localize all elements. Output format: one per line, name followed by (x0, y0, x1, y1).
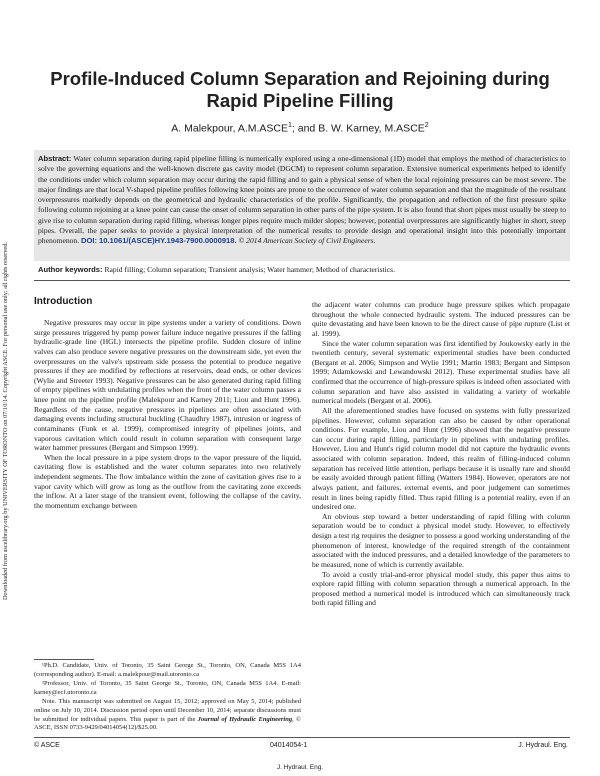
abstract (38, 154, 566, 247)
author-2: ; and B. W. Karney, M.ASCE (291, 122, 425, 135)
intro-paragraph-2: When the local pressure in a pipe system drops to the vapor pressure of the liquid, cavitating flow is established and the water column separates into two relatively independent segments. The flow imbalance within the zone of cavitation gives rise to a vapor cavity which will grow as long as the outflow from the cavitating zone exceeds the inflow. At a later stage of the transient event, following the collapse of the cavity, the momentum exchange between (34, 452, 301, 510)
footer-article-number: 04014054-1 (270, 742, 308, 749)
download-sidebar (2, 130, 12, 600)
footnotes (34, 662, 301, 734)
footer-divider (34, 737, 570, 738)
journal-name: Journal of Hydraulic Engineering (197, 715, 293, 723)
introduction-heading: Introduction (34, 296, 93, 307)
intro-paragraph-4: Since the water column separation was first identified by Joukowsky early in the twentieth century, several systematic experimental studies have been conducted (Bergant et al. 2006; Simpson and Wylie 1991; Martin 1983; Bergant and Simpson 1999; Adamkowski and Lewandowski 2012). These experimental studies have all confirmed that the occurrence of high-pressure spikes is indeed often associated with column separation and have also assisted in validating a variety of workable numerical models (Bergant et al. 2006). (312, 338, 570, 406)
bottom-journal-label: J. Hydraul. Eng. (276, 764, 324, 771)
author-1: A. Malekpour, A.M.ASCE (171, 122, 289, 135)
note-text-a: Note. This manuscript was submitted on August 15, 2012; approved on May 5, 2014; published online on July 10, 2014. Discussion period open until December 10, 2014; separate discussions must be submitted for individual papers. This paper is part of the (34, 698, 301, 723)
intro-paragraph-7: To avoid a costly trial-and-error physical model study, this paper thus aims to explore rapid filling with column separation through a numerical approach. In the proposed method a numerical model is introduced which can simultaneously track both rapid filling and (312, 569, 570, 608)
manuscript-note (34, 698, 301, 732)
intro-paragraph-5: All the aforementioned studies have focused on systems with fully pressurized pipelines. However, column separation can also be caused by other operational conditions. For example, Liou and Hunt (1996) showed that the negative pressure can occur during rapid filling, particularly in pipelines with undulating profiles. However, Liou and Hunt's rigid column model did not capture the hydraulic events associated with column separation. Indeed, this realm of filling-induced column separation has received little attention, perhaps because it is usually rare and should be easily avoided through patient filling (Watters 1984). However, operators are not always patient, and failures, external events, and poor judgement can sometimes result in lines being rapidly filled. Thus rapid filling is a potential reality, even if an undesired one. (312, 405, 570, 512)
author-1-affil: 1 (288, 122, 292, 129)
footnote-1: ¹Ph.D. Candidate, Univ. of Toronto, 35 Saint George St., Toronto, ON, Canada M5S 1A4 (corresponding author). E-mail: a.malekpour@mail.utoronto.ca (34, 662, 301, 678)
download-notice: Downloaded from ascelibrary.org by UNIVERSITY OF TORONTO on 07/10/14. Copyright ASCE. For personal use only; all rights reserved. (2, 242, 9, 600)
doi-link[interactable]: 10.1061/(ASCE)HY.1943-7900.0000918. (98, 236, 237, 246)
note-text-b: , © ASCE, ISSN 0733-9429/04014054(12)/$25.00. (34, 715, 301, 732)
footer-journal: J. Hydraul. Eng. (518, 742, 568, 749)
author-line (40, 122, 560, 135)
keywords (38, 265, 566, 274)
doi-label: DOI: (81, 236, 98, 246)
intro-paragraph-6: An obvious step toward a better understanding of rapid filling with column separation would be to conduct a physical model study. However, to effectively design a test rig requires the designer to possess a good working understanding of the phenomenon of interest, knowledge of the required strength of the containment associated with the induced pressures, and a detailed knowledge of the parameters to be measured, none of which is currently available. (312, 511, 570, 569)
keywords-text: Rapid filling; Column separation; Transient analysis; Water hammer; Method of characteristics. (104, 265, 395, 274)
abstract-label: Abstract: (38, 154, 72, 163)
section-divider (34, 280, 570, 281)
intro-paragraph-1: Negative pressures may occur in pipe systems under a variety of conditions. Down surge pressures triggered by pump power failure induce negative pressures if the falling hydraulic-grade line (HGL) intersects the pipeline profile. Sudden closure of inline valves can also produce severe negative pressures on the downstream side, yet even the overpressures on the valve's upstream side possess the potential to produce negative pressures if they are modified by reflections at reservoirs, dead ends, or other devices (Wylie and Streeter 1993). Negative pressures can be also generated during rapid filling of empty pipelines with undulating profiles when the front of the water column passes a knee point on the pipeline profile (Malekpour and Karney 2011; Liou and Hunt 1996). Regardless of the cause, negative pressures in pipelines are often associated with damaging events including structural buckling (Chaudhry 1987), intrusion or ingress of contaminants (Funk et al. 1999), compromised integrity of pipelines joints, and vaporous cavitation which could result in column separation with consequent large water hammer pressures (Bergant and Simpson 1999). (34, 318, 301, 453)
right-column (312, 300, 570, 608)
left-column (34, 318, 301, 511)
abstract-copyright: © 2014 American Society of Civil Engineers. (238, 236, 376, 246)
footnote-rule (34, 659, 94, 660)
author-2-affil: 2 (424, 122, 429, 129)
intro-paragraph-3: the adjacent water columns can produce huge pressure spikes which propagate throughout the whole connected hydraulic system. The induced pressures can be quite devastating and have been known to be the direct cause of pipe rupture (List et al. 1999). (312, 300, 570, 338)
paper-title: Profile-Induced Column Separation and Rejoining during Rapid Pipeline Filling (50, 68, 550, 111)
keywords-label: Author keywords: (38, 265, 103, 274)
footer-copyright: © ASCE (34, 742, 60, 749)
footnote-2: ²Professor, Univ. of Toronto, 35 Saint George St., Toronto, ON, Canada M5S 1A4. E-mail: karney@ecf.utoronto.ca (34, 680, 301, 696)
abstract-text: Water column separation during rapid pipeline filling is numerically explored using a one-dimensional (1D) model that employs the method of characteristics to solve the governing equations and the well-known discrete gas cavity model (DGCM) to represent column separation. Extensive numerical experiments helped to identify the conditions under which column separation may occur during the rapid filling and to gain a physical sense of when the local rejoining pressures can be most severe. The major findings are that local V-shaped pipeline profiles following knee points are prone to the occurrence of water column separation and that the magnitude of the resultant overpressures markedly depends on the geometrical and hydraulic characteristics of the profile. Significantly, the propagation and reflection of the first pressure spike following column rejoining at a knee point can cause the onset of column separation in other parts of the pipe system. It is also found that short pipes must usually be steep to give rise to column separation during rapid filling, whereas longer pipes require much milder slopes; however, potential overpressures are significantly higher in short, steep pipes. Overall, the paper seeks to provide a physical interpretation of the numerical results to provide design and operational insight into this potentially important phenomenon. (38, 154, 566, 246)
